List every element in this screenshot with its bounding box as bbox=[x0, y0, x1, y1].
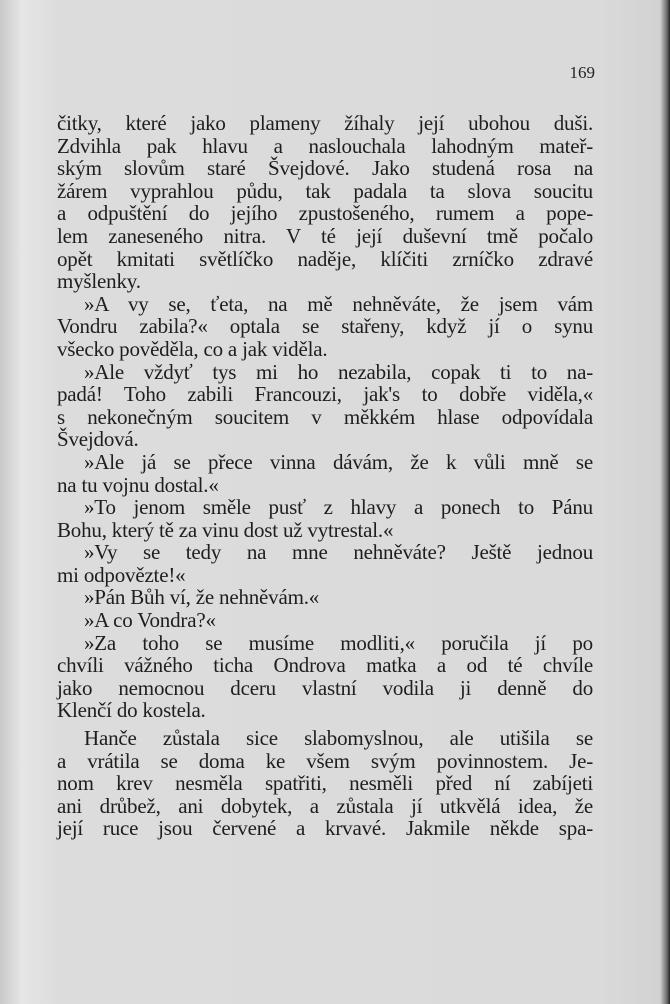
text-line: mi odpovězte!« bbox=[57, 562, 186, 587]
paragraph-start-line: Hanče zůstala sice slabomyslnou, ale utišila se bbox=[84, 726, 593, 751]
text-line: na tu vojnu dostal.« bbox=[57, 472, 219, 497]
text-line: Švejdová. bbox=[57, 427, 139, 452]
dialogue-line: »Za toho se musíme modliti,« poručila jí po bbox=[84, 630, 593, 655]
text-line: Vondru zabila?« optala se stařeny, když jí o synu bbox=[57, 314, 593, 339]
dialogue-line: »Ale vždyť tys mi ho nezabila, copak ti to na- bbox=[84, 359, 593, 384]
text-line: nom krev nesměla spatřiti, nesměli před ní zabíjeti bbox=[57, 771, 593, 796]
text-line: padá! Toho zabili Francouzi, jak's to dobře viděla,« bbox=[57, 382, 593, 407]
text-line: opět kmitati světlíčko naděje, klíčiti zrníčko zdravé bbox=[57, 246, 593, 271]
text-line: čitky, které jako plameny žíhaly její ubohou duši. bbox=[57, 111, 593, 135]
dialogue-line: »A co Vondra?« bbox=[84, 608, 216, 633]
text-line: Klenčí do kostela. bbox=[57, 698, 206, 723]
text-line: její ruce jsou červené a krvavé. Jakmile někde spa- bbox=[57, 816, 593, 841]
text-line: Bohu, který tě za vinu dost už vytrestal.« bbox=[57, 517, 394, 542]
text-line: jako nemocnou dceru vlastní vodila ji denně do bbox=[57, 675, 593, 700]
text-line: Zdvihla pak hlavu a naslouchala lahodným mateř- bbox=[57, 133, 593, 158]
dialogue-line: »A vy se, ťeta, na mě nehněváte, že jsem vám bbox=[84, 291, 593, 316]
text-line: všecko pověděla, co a jak viděla. bbox=[57, 336, 328, 361]
text-line: lem zaneseného nitra. V té její duševní tmě počalo bbox=[57, 223, 593, 248]
text-line: chvíli vážného ticha Ondrova matka a od té chvíle bbox=[57, 653, 593, 678]
text-line: a vrátila se doma ke všem svým povinnostem. Je- bbox=[57, 748, 593, 773]
body-text bbox=[57, 112, 593, 840]
dialogue-line: »Pán Bůh ví, že nehněvám.« bbox=[84, 585, 320, 610]
dialogue-line: »To jenom směle pusť z hlavy a ponech to Pánu bbox=[84, 495, 593, 520]
page-number: 169 bbox=[569, 63, 595, 82]
text-line: myšlenky. bbox=[57, 269, 141, 294]
dialogue-line: »Ale já se přece vinna dávám, že k vůli mně se bbox=[84, 449, 593, 474]
dialogue-line: »Vy se tedy na mne nehněváte? Ještě jednou bbox=[84, 540, 593, 565]
text-line: a odpuštění do jejího zpustošeného, rumem a pope- bbox=[57, 201, 593, 226]
text-line: ani drůbež, ani dobytek, a zůstala jí utkvělá idea, že bbox=[57, 793, 593, 818]
text-line: žárem vyprahlou půdu, tak padala ta slova soucitu bbox=[57, 178, 593, 203]
text-line: s nekonečným soucitem v měkkém hlase odpovídala bbox=[57, 404, 593, 429]
text-line: ským slovům staré Švejdové. Jako studená rosa na bbox=[57, 156, 593, 181]
